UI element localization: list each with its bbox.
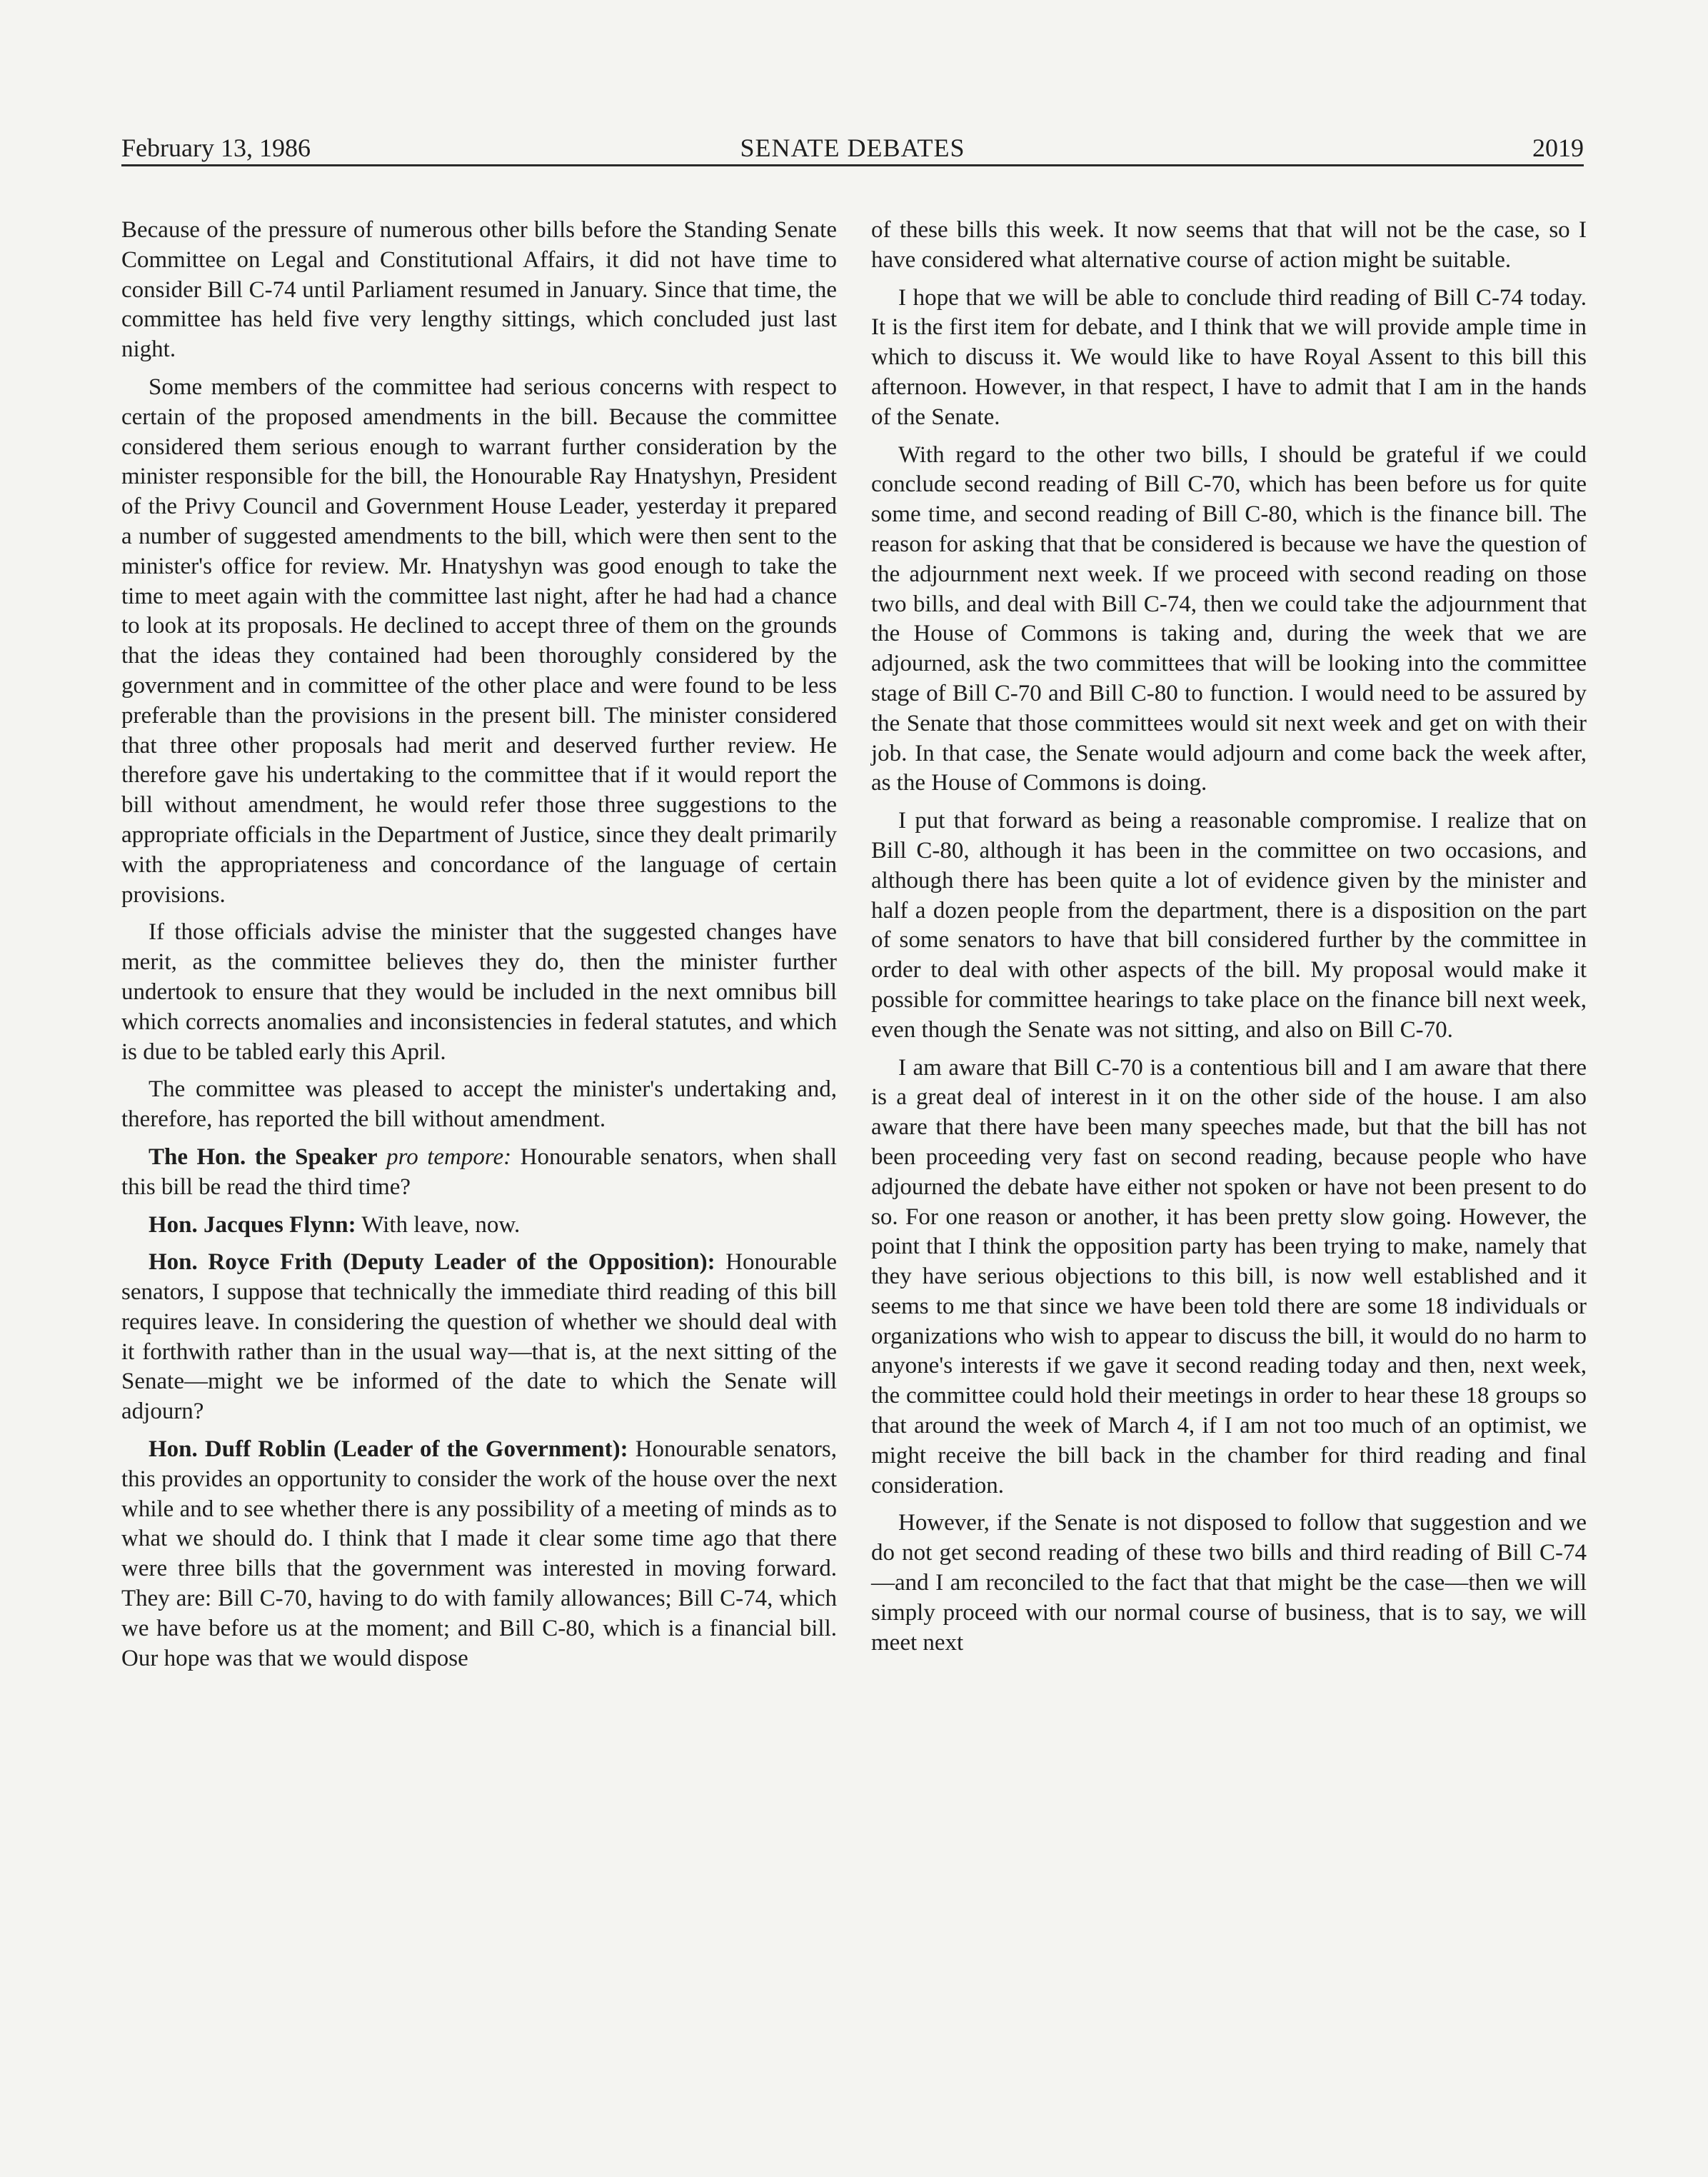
- speaker-paragraph: [121, 1435, 837, 1673]
- paragraph: Some members of the committee had serious concerns with respect to certain of the proposed amendments in the bill. Because the committee considered them serious enough to warrant further consideration by the minister responsible for the bill, the Honourable Ray Hnatyshyn, President of the Privy Council and Government House Leader, yesterday it prepared a number of suggested amendments to the bill, which were then sent to the minister's office for review. Mr. Hnatyshyn was good enough to take the time to meet again with the committee last night, after he had had a chance to look at its proposals. He declined to accept three of them on the grounds that the ideas they contained had been thoroughly considered by the government and in committee of the other place and were found to be less preferable than the provisions in the present bill. The minister considered that three other proposals had merit and deserved further review. He therefore gave his undertaking to the committee that if it would report the bill without amendment, he would refer those three suggestions to the appropriate officials in the Department of Justice, since they dealt primarily with the appropriateness and concordance of the language of certain provisions.: [121, 374, 837, 908]
- speaker-name: Hon. Duff Roblin (Leader of the Government):: [149, 1436, 628, 1463]
- speaker-name: The Hon. the Speaker: [149, 1143, 378, 1170]
- speech-text: Honourable senators, when shall this bill be read the third time?: [121, 1143, 837, 1200]
- speech-text: Honourable senators, I suppose that technically the immediate third reading of this bill requires leave. In considering the question of whether we should deal with it forthwith rather than in the usual way—that is, at the next sitting of the Senate—might we be informed of the date to which the Senate will adjourn?: [121, 1249, 837, 1425]
- page-header: [121, 127, 1584, 169]
- speech-text: With leave, now.: [356, 1211, 521, 1238]
- paragraph: If those officials advise the minister that the suggested changes have merit, as the committee believes they do, then the minister further undertook to ensure that they would be included in the next omnibus bill which corrects anomalies and inconsistencies in federal statutes, and which is due to be tabled early this April.: [121, 919, 837, 1065]
- header-rule: [121, 164, 1584, 166]
- paragraph: of these bills this week. It now seems that that will not be the case, so I have considered what alternative course of action might be suitable.: [871, 217, 1587, 273]
- speaker-title-italic: pro tempore:: [386, 1143, 512, 1170]
- paragraph: I am aware that Bill C-70 is a contentious bill and I am aware that there is a great deal of interest in it on the other side of the house. I am also aware that there have been many speeches made, but that the bill has not been proceeding very fast on second reading, because people who have adjourned the debate have either not spoken or have not been present to do so. For one reason or another, it has been pretty slow going. However, the point that I think the opposition party has been trying to make, namely that they have serious objections to this bill, is now well established and it seems to me that since we have been told there are some 18 individuals or organizations who wish to appear to discuss the bill, it would do no harm to anyone's interests if we gave it second reading today and then, next week, the committee could hold their meetings in order to hear these 18 groups so that around the week of March 4, if I am not too much of an optimist, we might receive the bill back in the chamber for third reading and final consideration.: [871, 1054, 1587, 1498]
- left-column: [121, 216, 837, 1681]
- paragraph: The committee was pleased to accept the minister's undertaking and, therefore, has reported the bill without amendment.: [121, 1076, 837, 1133]
- speaker-paragraph: [121, 1143, 837, 1203]
- speaker-name: Hon. Jacques Flynn:: [149, 1211, 356, 1238]
- paragraph: I hope that we will be able to conclude third reading of Bill C-74 today. It is the first item for debate, and I think that we will provide ample time in which to discuss it. We would like to have Royal Assent to this bill this afternoon. However, in that respect, I have to admit that I am in the hands of the Senate.: [871, 284, 1587, 430]
- speaker-paragraph: [121, 1248, 837, 1427]
- paragraph: However, if the Senate is not disposed to follow that suggestion and we do not get second reading of these two bills and third reading of Bill C-74—and I am reconciled to the fact that that might be the case—then we will simply proceed with our normal course of business, that is to say, we will meet next: [871, 1510, 1587, 1656]
- speaker-paragraph: [121, 1211, 837, 1241]
- header-title: SENATE DEBATES: [740, 134, 965, 162]
- paragraph: I put that forward as being a reasonable compromise. I realize that on Bill C-80, although it has been in the committee on two occasions, and although there has been quite a lot of evidence given by the minister and half a dozen people from the department, there is a disposition on the part of some senators to have that bill considered further by the committee in order to deal with other aspects of the bill. My proposal would make it possible for committee hearings to take place on the finance bill next week, even though the Senate was not sitting, and also on Bill C-70.: [871, 808, 1587, 1043]
- paragraph: Because of the pressure of numerous other bills before the Standing Senate Committee on Legal and Constitutional Affairs, it did not have time to consider Bill C-74 until Parliament resumed in January. Since that time, the committee has held five very lengthy sittings, which concluded just last night.: [121, 217, 837, 363]
- header-date: February 13, 1986: [121, 134, 311, 162]
- paragraph: With regard to the other two bills, I should be grateful if we could conclude second reading of Bill C-70, which has been before us for quite some time, and second reading of Bill C-80, which is the finance bill. The reason for asking that that be considered is because we have the question of the adjournment next week. If we proceed with second reading on those two bills, and deal with Bill C-74, then we could take the adjournment that the House of Commons is taking and, during the week that we are adjourned, ask the two committees that will be looking into the committee stage of Bill C-70 and Bill C-80 to function. I would need to be assured by the Senate that those committees would sit next week and get on with their job. In that case, the Senate would adjourn and come back the week after, as the House of Commons is doing.: [871, 441, 1587, 796]
- page-number: 2019: [1532, 134, 1584, 162]
- speech-text: Honourable senators, this provides an opportunity to consider the work of the house over the next while and to see whether there is any possibility of a meeting of minds as to what we should do. I think that I made it clear some time ago that there were three bills that the government was interested in moving forward. They are: Bill C-70, having to do with family allowances; Bill C-74, which we have before us at the moment; and Bill C-80, which is a financial bill. Our hope was that we would dispose: [121, 1436, 837, 1671]
- speaker-name: Hon. Royce Frith (Deputy Leader of the Opposition):: [149, 1249, 715, 1276]
- right-column: [871, 216, 1587, 1666]
